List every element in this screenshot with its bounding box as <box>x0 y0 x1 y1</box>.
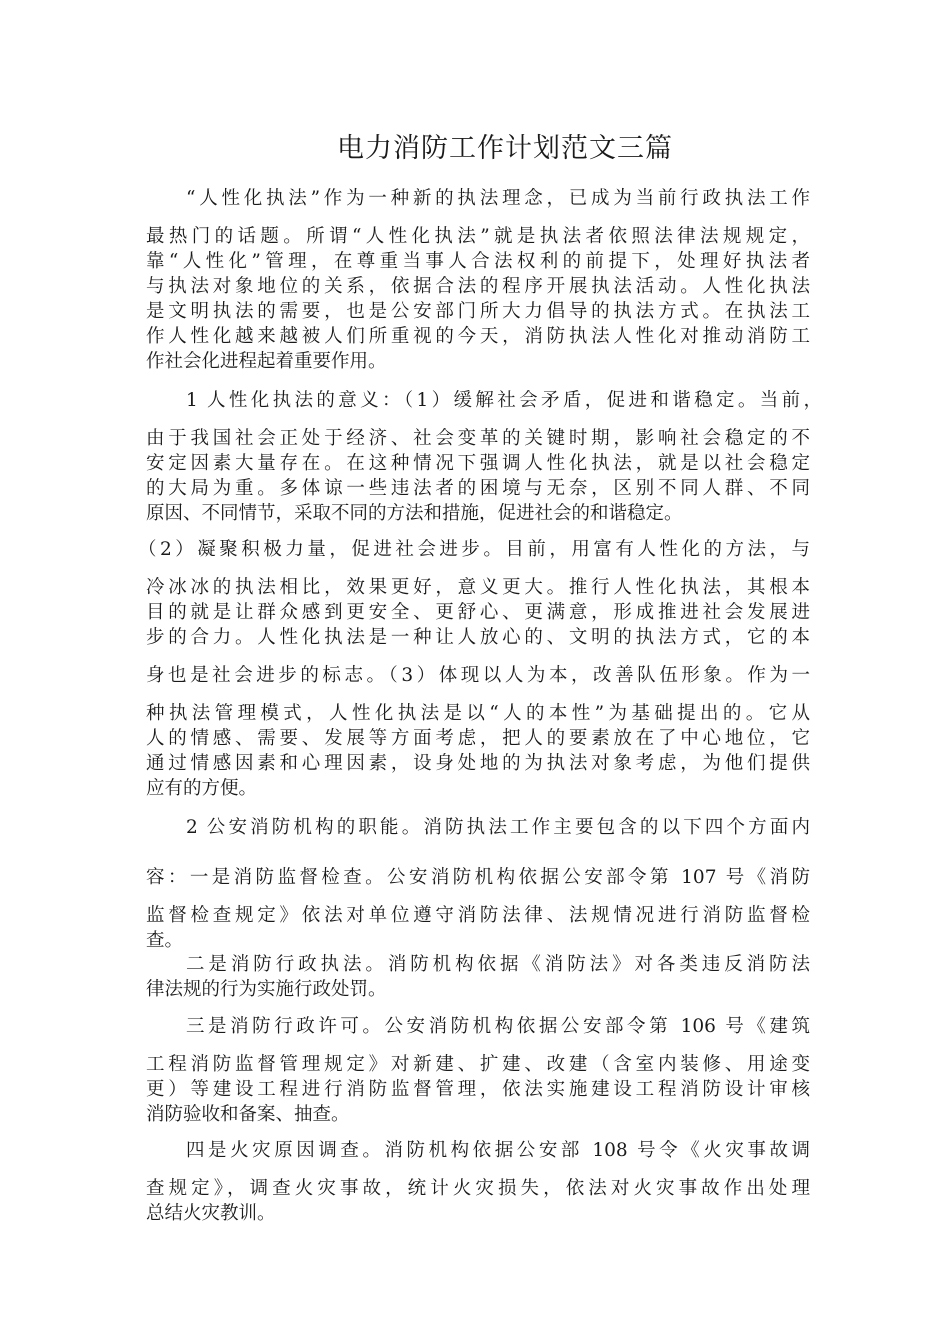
paragraph-line: “人性化执法”作为一种新的执法理念，已成为当前行政执法工作 <box>186 188 810 209</box>
paragraph-line: 应有的方便。 <box>146 778 258 799</box>
paragraph-line: 原因、不同情节，采取不同的方法和措施，促进社会的和谐稳定。 <box>146 503 683 524</box>
paragraph-line: 的大局为重。多体谅一些违法者的困境与无奈，区别不同人群、不同 <box>146 478 810 499</box>
paragraph-line: 查规定》，调查火灾事故，统计火灾损失，依法对火灾事故作出处理 <box>146 1178 810 1199</box>
paragraph-line: 律法规的行为实施行政处罚。 <box>146 979 387 1000</box>
paragraph-line: 是文明执法的需要，也是公安部门所大力倡导的执法方式。在执法工 <box>146 301 810 322</box>
paragraph-line: （2）凝聚积极力量，促进社会进步。目前，用富有人性化的方法，与 <box>138 539 810 560</box>
paragraph-line: 靠“人性化”管理，在尊重当事人合法权利的前提下，处理好执法者 <box>146 251 810 272</box>
paragraph-line: 2 公安消防机构的职能。消防执法工作主要包含的以下四个方面内 <box>186 817 810 838</box>
paragraph-line: 消防验收和备案、抽查。 <box>146 1104 350 1125</box>
paragraph-line: 目的就是让群众感到更安全、更舒心、更满意，形成推进社会发展进 <box>146 602 810 623</box>
paragraph-line: 最热门的话题。所谓“人性化执法”就是执法者依照法律法规规定， <box>146 226 810 247</box>
document-title: 电力消防工作计划范文三篇 <box>337 133 673 164</box>
paragraph-line: 人的情感、需要、发展等方面考虑，把人的要素放在了中心地位，它 <box>146 728 810 749</box>
paragraph-line: 步的合力。人性化执法是一种让人放心的、文明的执法方式，它的本 <box>146 627 810 648</box>
paragraph-line: 三是消防行政许可。公安消防机构依据公安部令第 106 号《建筑 <box>186 1016 810 1037</box>
paragraph-line: 总结火灾教训。 <box>146 1203 276 1224</box>
paragraph-line: 监督检查规定》依法对单位遵守消防法律、法规情况进行消防监督检 <box>146 905 810 926</box>
paragraph-line: 工程消防监督管理规定》对新建、扩建、改建（含室内装修、用途变 <box>146 1054 810 1075</box>
paragraph-line: 作社会化进程起着重要作用。 <box>146 351 387 372</box>
paragraph-line: 容：一是消防监督检查。公安消防机构依据公安部令第 107 号《消防 <box>146 867 810 888</box>
paragraph-line: 通过情感因素和心理因素，设身处地的为执法对象考虑，为他们提供 <box>146 753 810 774</box>
paragraph-line: 1 人性化执法的意义：（1）缓解社会矛盾，促进和谐稳定。当前， <box>186 390 822 411</box>
paragraph-line: 由于我国社会正处于经济、社会变革的关键时期，影响社会稳定的不 <box>146 428 810 449</box>
paragraph-line: 二是消防行政执法。消防机构依据《消防法》对各类违反消防法 <box>186 954 810 975</box>
paragraph-line: 冷冰冰的执法相比，效果更好，意义更大。推行人性化执法，其根本 <box>146 577 810 598</box>
paragraph-line: 身也是社会进步的标志。（3）体现以人为本，改善队伍形象。作为一 <box>146 665 810 686</box>
paragraph-line: 四是火灾原因调查。消防机构依据公安部 108 号令《火灾事故调 <box>186 1140 810 1161</box>
paragraph-line: 查。 <box>146 930 184 951</box>
paragraph-line: 安定因素大量存在。在这种情况下强调人性化执法，就是以社会稳定 <box>146 453 810 474</box>
paragraph-line: 种执法管理模式，人性化执法是以“人的本性”为基础提出的。它从 <box>146 703 810 724</box>
paragraph-line: 作人性化越来越被人们所重视的今天，消防执法人性化对推动消防工 <box>146 326 810 347</box>
paragraph-line: 更）等建设工程进行消防监督管理，依法实施建设工程消防设计审核 <box>146 1079 810 1100</box>
paragraph-line: 与执法对象地位的关系，依据合法的程序开展执法活动。人性化执法 <box>146 276 810 297</box>
